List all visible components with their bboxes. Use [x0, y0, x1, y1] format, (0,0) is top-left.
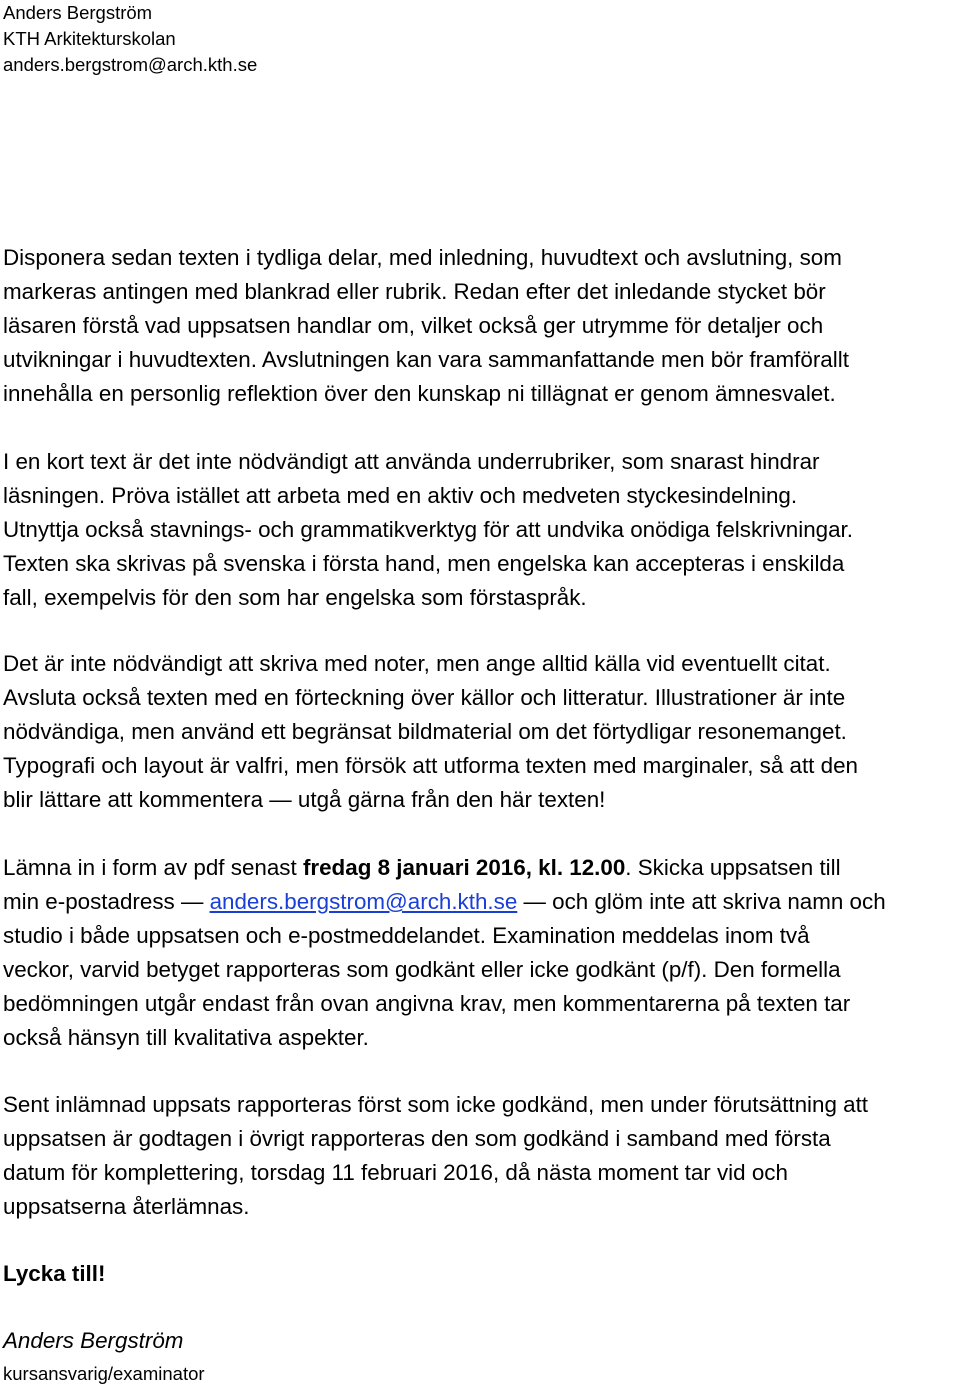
email-intro: min e-postadress —: [3, 889, 210, 914]
paragraph-line: Sent inlämnad uppsats rapporteras först som icke godkänd, men under förutsättning att: [3, 1092, 869, 1117]
paragraph-line: nödvändiga, men använd ett begränsat bildmaterial om det förtydligar resonemanget.: [3, 719, 847, 744]
paragraph-line: innehålla en personlig reflektion över den kunskap ni tillägnat er genom ämnesvalet.: [3, 381, 836, 406]
deadline-outro: . Skicka uppsatsen till: [625, 855, 841, 880]
paragraph-line: Det är inte nödvändigt att skriva med noter, men ange alltid källa vid eventuellt citat.: [3, 651, 831, 676]
paragraph-subheadings: [3, 445, 958, 615]
paragraph-line: Disponera sedan texten i tydliga delar, med inledning, huvudtext och avslutning, som: [3, 245, 842, 270]
paragraph-line: I en kort text är det inte nödvändigt att använda underrubriker, som snarast hindrar: [3, 449, 820, 474]
paragraph-line: Typografi och layout är valfri, men försök att utforma texten med marginaler, så att den: [3, 753, 858, 778]
paragraph-line: datum för komplettering, torsdag 11 februari 2016, då nästa moment tar vid och: [3, 1160, 788, 1185]
signature-name: Anders Bergström: [3, 1328, 184, 1353]
deadline-date: fredag 8 januari 2016, kl. 12.00: [302, 855, 626, 880]
paragraph-line: uppsatsen är godtagen i övrigt rapporteras den som godkänd i samband med första: [3, 1126, 831, 1151]
paragraph-line: studio i både uppsatsen och e-postmeddelandet. Examination meddelas inom två: [3, 923, 810, 948]
paragraph-submission: [3, 851, 958, 1055]
sender-header: [3, 0, 257, 78]
sender-school: KTH Arkitekturskolan: [3, 28, 176, 49]
paragraph-line: [3, 851, 958, 885]
paragraph-sources: [3, 647, 958, 817]
paragraph-line: också hänsyn till kvalitativa aspekter.: [3, 1025, 369, 1050]
paragraph-line: bedömningen utgår endast från ovan angivna krav, men kommentarerna på texten tar: [3, 991, 851, 1016]
paragraph-late-submission: [3, 1088, 958, 1224]
paragraph-line: Texten ska skrivas på svenska i första hand, men engelska kan accepteras i enskilda: [3, 551, 845, 576]
closing-greeting: Lycka till!: [3, 1261, 106, 1286]
email-outro: — och glöm inte att skriva namn och: [517, 889, 886, 914]
sender-email: anders.bergstrom@arch.kth.se: [3, 54, 258, 75]
paragraph-line: blir lättare att kommentera — utgå gärna från den här texten!: [3, 787, 606, 812]
paragraph-line: Avsluta också texten med en förteckning över källor och litteratur. Illustrationer är inte: [3, 685, 846, 710]
email-link[interactable]: anders.bergstrom@arch.kth.se: [209, 889, 518, 914]
paragraph-line: läsaren förstå vad uppsatsen handlar om, vilket också ger utrymme för detaljer och: [3, 313, 824, 338]
paragraph-line: veckor, varvid betyget rapporteras som godkänt eller icke godkänt (p/f). Den formella: [3, 957, 841, 982]
paragraph-line: [3, 885, 958, 919]
paragraph-line: fall, exempelvis för den som har engelska som förstaspråk.: [3, 585, 587, 610]
paragraph-line: Utnyttja också stavnings- och grammatikverktyg för att undvika onödiga felskrivningar.: [3, 517, 853, 542]
deadline-intro: Lämna in i form av pdf senast: [3, 855, 303, 880]
paragraph-structure: [3, 241, 958, 411]
paragraph-line: uppsatserna återlämnas.: [3, 1194, 250, 1219]
signature-role: kursansvarig/examinator: [3, 1363, 205, 1384]
paragraph-line: markeras antingen med blankrad eller rubrik. Redan efter det inledande stycket bör: [3, 279, 826, 304]
sender-name: Anders Bergström: [3, 2, 153, 23]
paragraph-line: läsningen. Pröva istället att arbeta med en aktiv och medveten styckesindelning.: [3, 483, 798, 508]
paragraph-line: utvikningar i huvudtexten. Avslutningen kan vara sammanfattande men bör framförallt: [3, 347, 849, 372]
